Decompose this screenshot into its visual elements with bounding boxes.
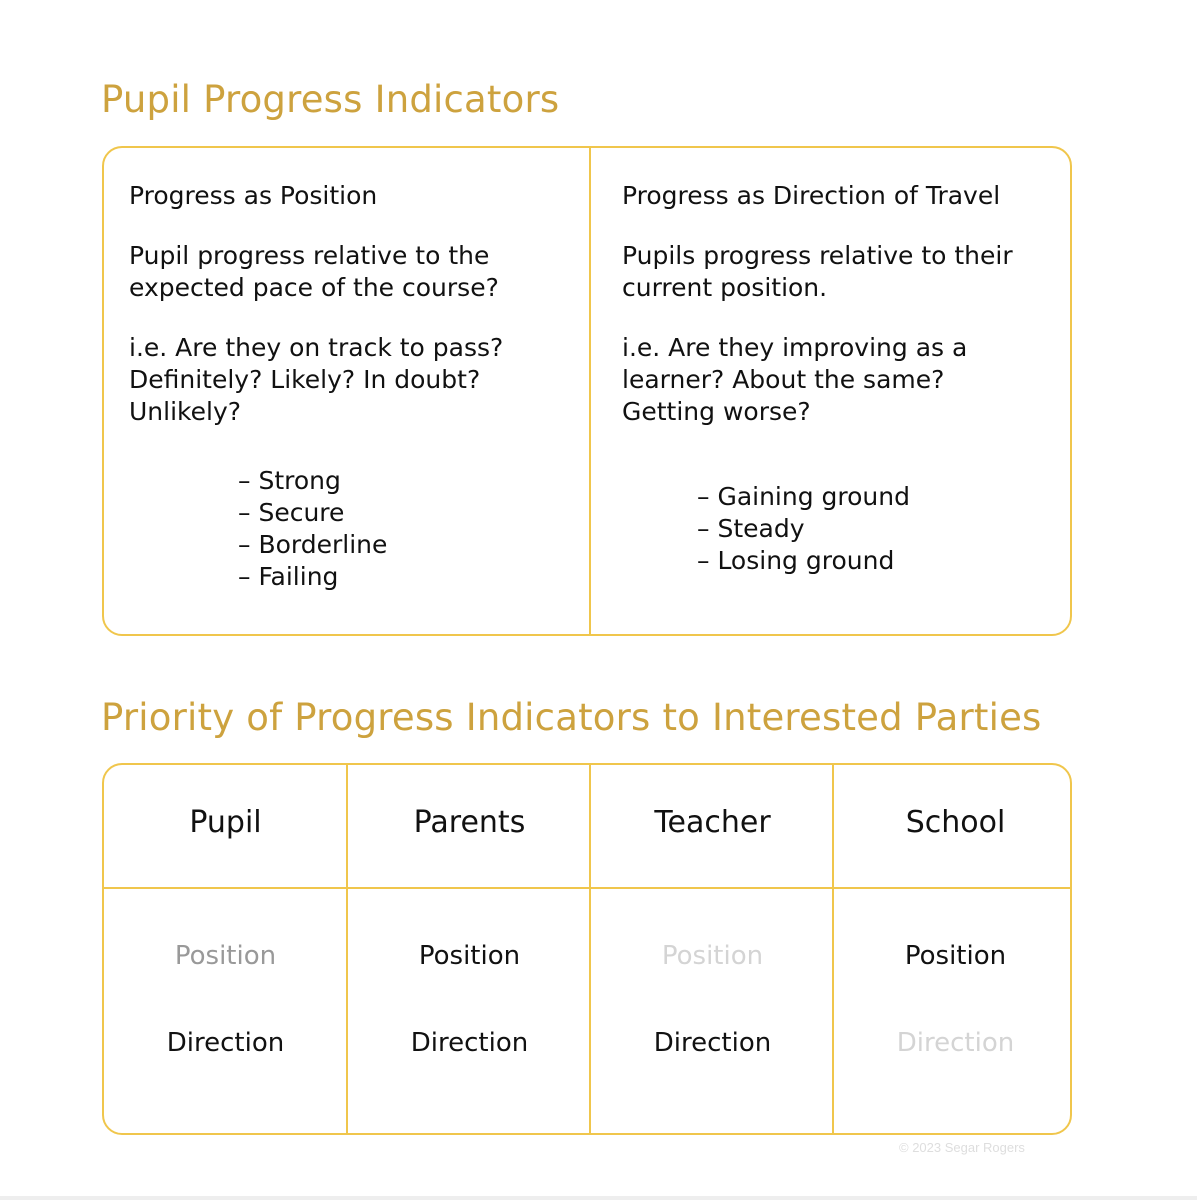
parents-position-cell: Position <box>418 941 521 971</box>
progress-indicators-panel <box>102 146 1072 636</box>
list-item: – Steady <box>697 514 805 543</box>
list-item: – Losing ground <box>697 546 895 575</box>
column-header-school: School <box>905 805 1006 840</box>
column-header-parents: Parents <box>413 805 526 840</box>
school-direction-cell: Direction <box>896 1028 1015 1058</box>
teacher-direction-cell: Direction <box>653 1028 772 1058</box>
direction-question: i.e. Are they improving as a learner? About the same? Getting worse? <box>622 333 968 426</box>
school-position-cell: Position <box>904 941 1007 971</box>
position-levels-list <box>238 465 387 593</box>
position-description: Pupil progress relative to the expected pace of the course? <box>129 241 499 302</box>
teacher-position-cell: Position <box>661 941 764 971</box>
direction-levels-list <box>697 481 910 577</box>
parents-direction-cell: Direction <box>410 1028 529 1058</box>
position-heading: Progress as Position <box>129 181 378 210</box>
list-item: – Failing <box>238 562 339 591</box>
copyright-notice: © 2023 Segar Rogers <box>899 1140 1025 1155</box>
direction-description: Pupils progress relative to their current position. <box>622 241 1013 302</box>
pupil-direction-cell: Direction <box>166 1028 285 1058</box>
priority-table <box>102 763 1072 1135</box>
column-divider <box>589 148 591 634</box>
pupil-position-cell: Position <box>174 941 277 971</box>
section-title: Priority of Progress Indicators to Interested Parties <box>101 696 1042 739</box>
page-title: Pupil Progress Indicators <box>101 78 560 121</box>
header-divider <box>104 887 1070 889</box>
direction-heading: Progress as Direction of Travel <box>622 181 1001 210</box>
list-item: – Strong <box>238 466 341 495</box>
list-item: – Gaining ground <box>697 482 910 511</box>
column-header-teacher: Teacher <box>654 805 771 840</box>
position-question: i.e. Are they on track to pass? Definitely? Likely? In doubt? Unlikely? <box>129 333 504 426</box>
list-item: – Secure <box>238 498 345 527</box>
bottom-edge <box>0 1196 1197 1200</box>
list-item: – Borderline <box>238 530 388 559</box>
column-header-pupil: Pupil <box>189 805 262 840</box>
